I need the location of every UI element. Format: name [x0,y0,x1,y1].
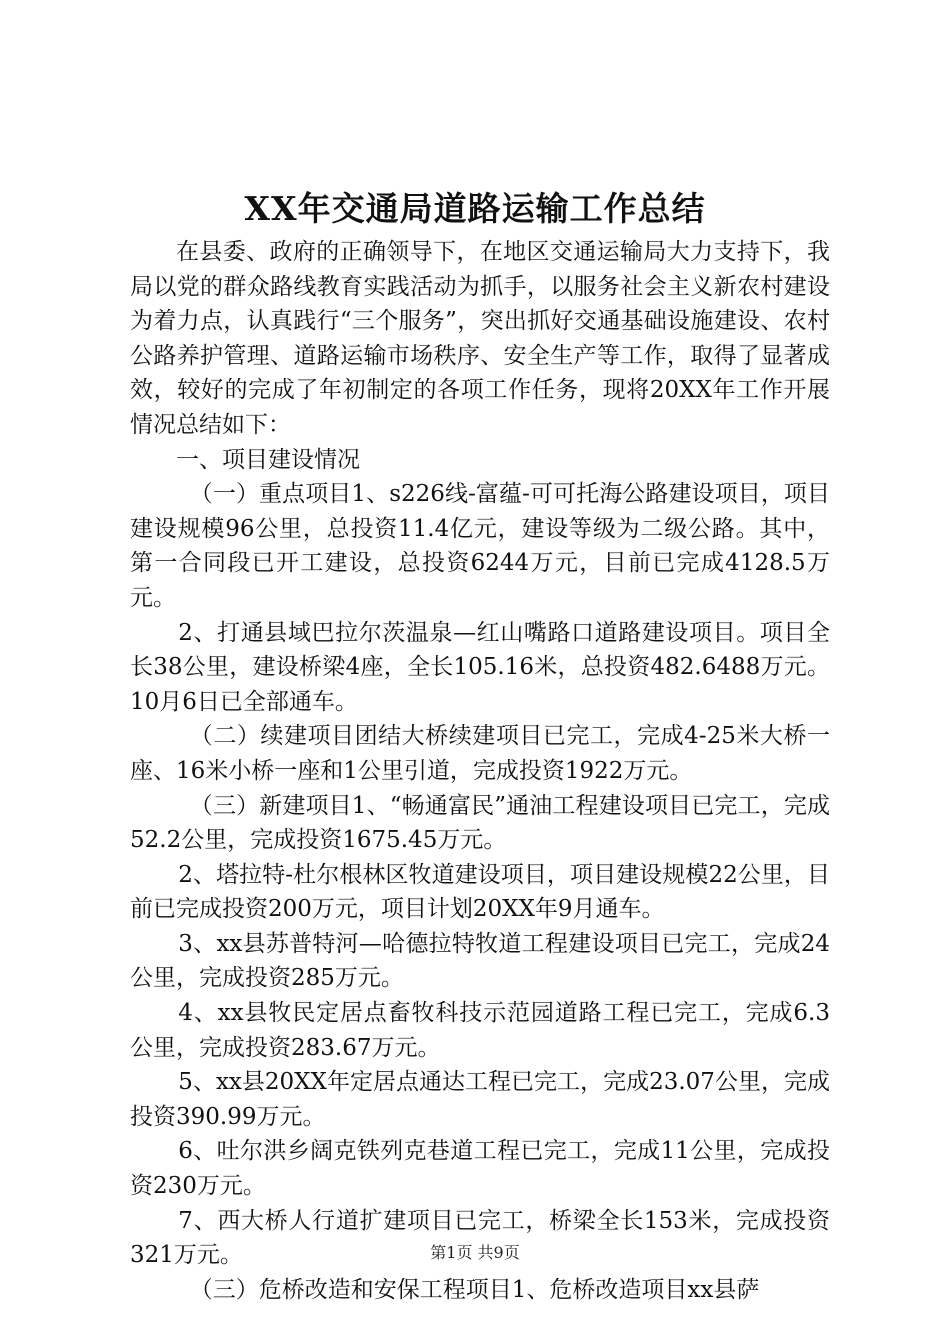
document-body [130,235,830,1307]
page-footer: 第1页 共9页 [430,1243,520,1262]
paragraph-item: 7、西大桥人行道扩建项目已完工，桥梁全长153米，完成投资321万元。 [130,1207,830,1269]
paragraph-item: 2、塔拉特-杜尔根林区牧道建设项目，项目建设规模22公里，目前已完成投资200万元，项目计划20XX年9月通车。 [130,861,830,923]
paragraph-key-projects: （一）重点项目1、s226线-富蕴-可可托海公路建设项目，项目建设规模96公里，总投资11.4亿元，建设等级为二级公路。其中，第一合同段已开工建设，总投资6244万元，目前已完成4128.5万元。 [130,481,830,611]
paragraph-item: 5、xx县20XX年定居点通达工程已完工，完成23.07公里，完成投资390.99万元。 [130,1069,830,1130]
paragraph-bridge-renovation: （三）危桥改造和安保工程项目1、危桥改造项目xx县萨 [189,1276,760,1303]
paragraph-item: 6、吐尔洪乡阔克铁列克巷道工程已完工，完成11公里，完成投资230万元。 [130,1138,830,1200]
document-title: XX年交通局道路运输工作总结 [244,189,706,228]
paragraph-continued-projects: （二）续建项目团结大桥续建项目已完工，完成4-25米大桥一座、16米小桥一座和1公里引道，完成投资1922万元。 [130,723,830,784]
section-heading-project-construction: 一、项目建设情况 [176,446,360,473]
paragraph-item: 2、打通县域巴拉尔茨温泉—红山嘴路口道路建设项目。项目全长38公里，建设桥梁4座，全长105.16米，总投资482.6488万元。10月6日已全部通车。 [130,619,830,715]
paragraph-new-projects: （三）新建项目1、“畅通富民”通油工程建设项目已完工，完成52.2公里，完成投资1675.45万元。 [130,792,830,854]
paragraph-intro: 在县委、政府的正确领导下，在地区交通运输局大力支持下，我局以党的群众路线教育实践活动为抓手，以服务社会主义新农村建设为着力点，认真践行“三个服务”，突出抓好交通基础设施建设、农村公路养护管理、道路运输市场秩序、安全生产等工作，取得了显著成效，较好的完成了年初制定的各项工作任务，现将20XX年工作开展情况总结如下： [130,239,830,438]
paragraph-item: 4、xx县牧民定居点畜牧科技示范园道路工程已完工，完成6.3公里，完成投资283.67万元。 [130,1000,830,1061]
paragraph-item: 3、xx县苏普特河—哈德拉特牧道工程建设项目已完工，完成24公里，完成投资285万元。 [130,930,830,992]
